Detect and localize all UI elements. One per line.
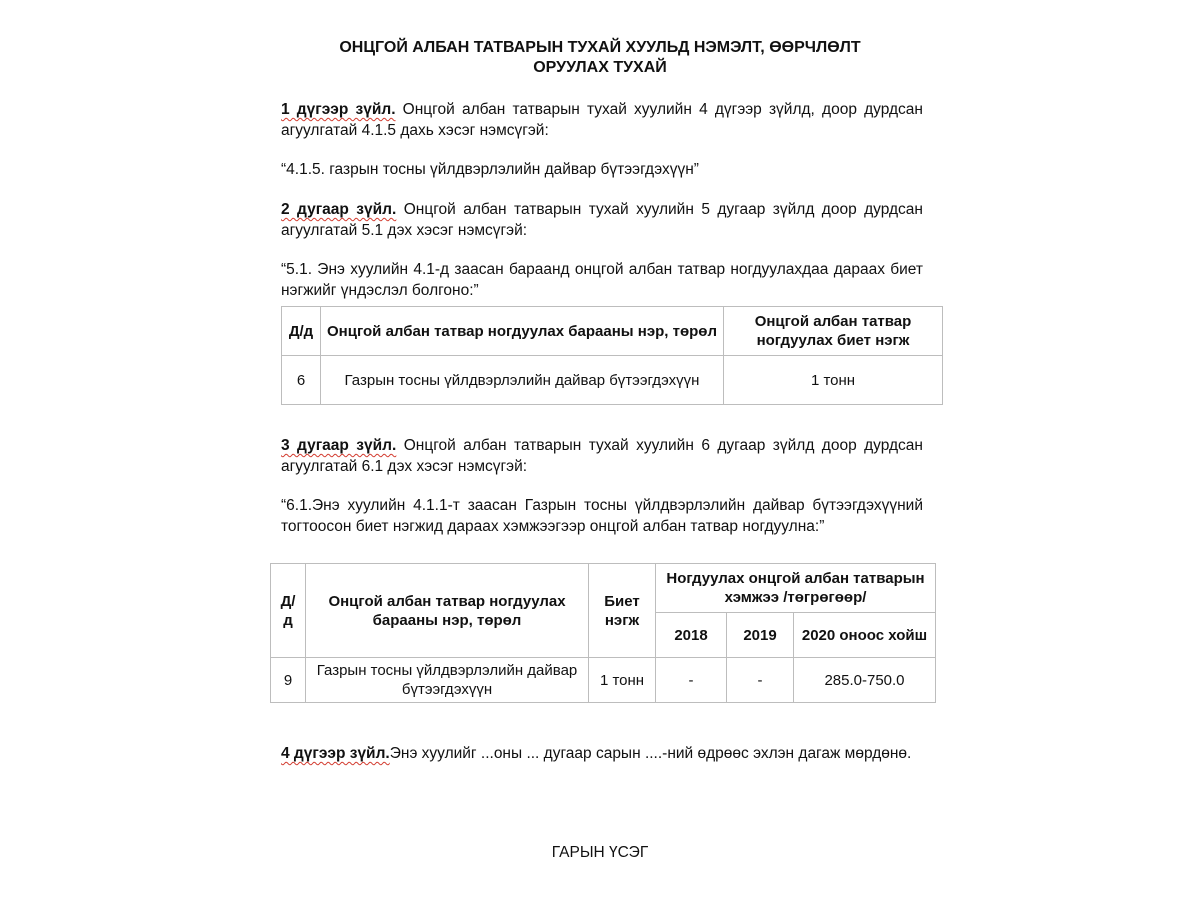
table2-header-name: Онцгой албан татвар ногдуулах барааны нэр, төрөл <box>306 564 589 658</box>
article-3 <box>281 435 923 477</box>
title-line-2: ОРУУЛАХ ТУХАЙ <box>533 59 667 76</box>
article-1-quote: “4.1.5. газрын тосны үйлдвэрлэлийн дайвар бүтээгдэхүүн” <box>281 161 699 178</box>
table-row <box>282 356 943 405</box>
table2-header-no: Д/д <box>271 564 306 658</box>
signature-line: ГАРЫН ҮСЭГ <box>551 844 649 861</box>
table2-header-year-2019: 2019 <box>727 613 794 658</box>
table2-cell-2020: 285.0-750.0 <box>794 658 936 703</box>
table1-cell-name: Газрын тосны үйлдвэрлэлийн дайвар бүтээгдэхүүн <box>321 356 724 405</box>
table1-header-unit: Онцгой албан татвар ногдуулах биет нэгж <box>724 307 943 356</box>
article-4 <box>281 743 923 764</box>
document-title <box>240 38 960 78</box>
table1-header-no: Д/д <box>282 307 321 356</box>
article-4-text: Энэ хуулийг ...оны ... дугаар сарын ....-ний өдрөөс эхлэн дагаж мөрдөнө. <box>389 745 912 762</box>
table2-header-year-2018: 2018 <box>656 613 727 658</box>
table-row <box>271 658 936 703</box>
table2-cell-no: 9 <box>271 658 306 703</box>
article-1-text: Онцгой албан татварын тухай хуулийн 4 дүгээр зүйлд, доор дурдсан агуулгатай 4.1.5 дахь хэсэг нэмсүгэй: <box>281 101 923 139</box>
article-2-text: Онцгой албан татварын тухай хуулийн 5 дугаар зүйлд доор дурдсан агуулгатай 5.1 дэх хэсэг нэмсүгэй: <box>281 201 923 239</box>
article-4-heading: 4 дүгээр зүйл. <box>281 745 390 762</box>
table2-cell-unit: 1 тонн <box>589 658 656 703</box>
article-2 <box>281 199 923 241</box>
table1-cell-unit: 1 тонн <box>724 356 943 405</box>
article-3-heading: 3 дугаар зүйл. <box>281 437 397 454</box>
table1-cell-no: 6 <box>282 356 321 405</box>
table2-header-rate: Ногдуулах онцгой албан татварын хэмжээ /төгрөгөөр/ <box>656 564 936 613</box>
article-3-quote: “6.1.Энэ хуулийн 4.1.1-т заасан Газрын тосны үйлдвэрлэлийн дайвар бүтээгдэхүүний тогтоосон биет нэгжид дараах хэмжээгээр онцгой албан татвар ногдуулна:” <box>281 497 923 535</box>
article-2-quote: “5.1. Энэ хуулийн 4.1-д заасан бараанд онцгой албан татвар ногдуулахдаа дараах биет нэгжийг үндэслэл болгоно:” <box>281 261 923 299</box>
table2-cell-2018: - <box>656 658 727 703</box>
table2-header-year-2020: 2020 оноос хойш <box>794 613 936 658</box>
table2-header-unit: Биет нэгж <box>589 564 656 658</box>
table1-header-name: Онцгой албан татвар ногдуулах барааны нэр, төрөл <box>321 307 724 356</box>
article-1-heading: 1 дүгээр зүйл. <box>281 101 396 118</box>
title-line-1: ОНЦГОЙ АЛБАН ТАТВАРЫН ТУХАЙ ХУУЛЬД НЭМЭЛТ, ӨӨРЧЛӨЛТ <box>339 39 861 56</box>
article-2-heading: 2 дугаар зүйл. <box>281 201 397 218</box>
article-1 <box>281 99 923 141</box>
article-3-text: Онцгой албан татварын тухай хуулийн 6 дугаар зүйлд доор дурдсан агуулгатай 6.1 дэх хэсэг нэмсүгэй: <box>281 437 923 475</box>
table2-cell-name: Газрын тосны үйлдвэрлэлийн дайвар бүтээгдэхүүн <box>306 658 589 703</box>
article-3-table <box>270 563 936 703</box>
article-2-table <box>281 306 943 405</box>
table2-cell-2019: - <box>727 658 794 703</box>
